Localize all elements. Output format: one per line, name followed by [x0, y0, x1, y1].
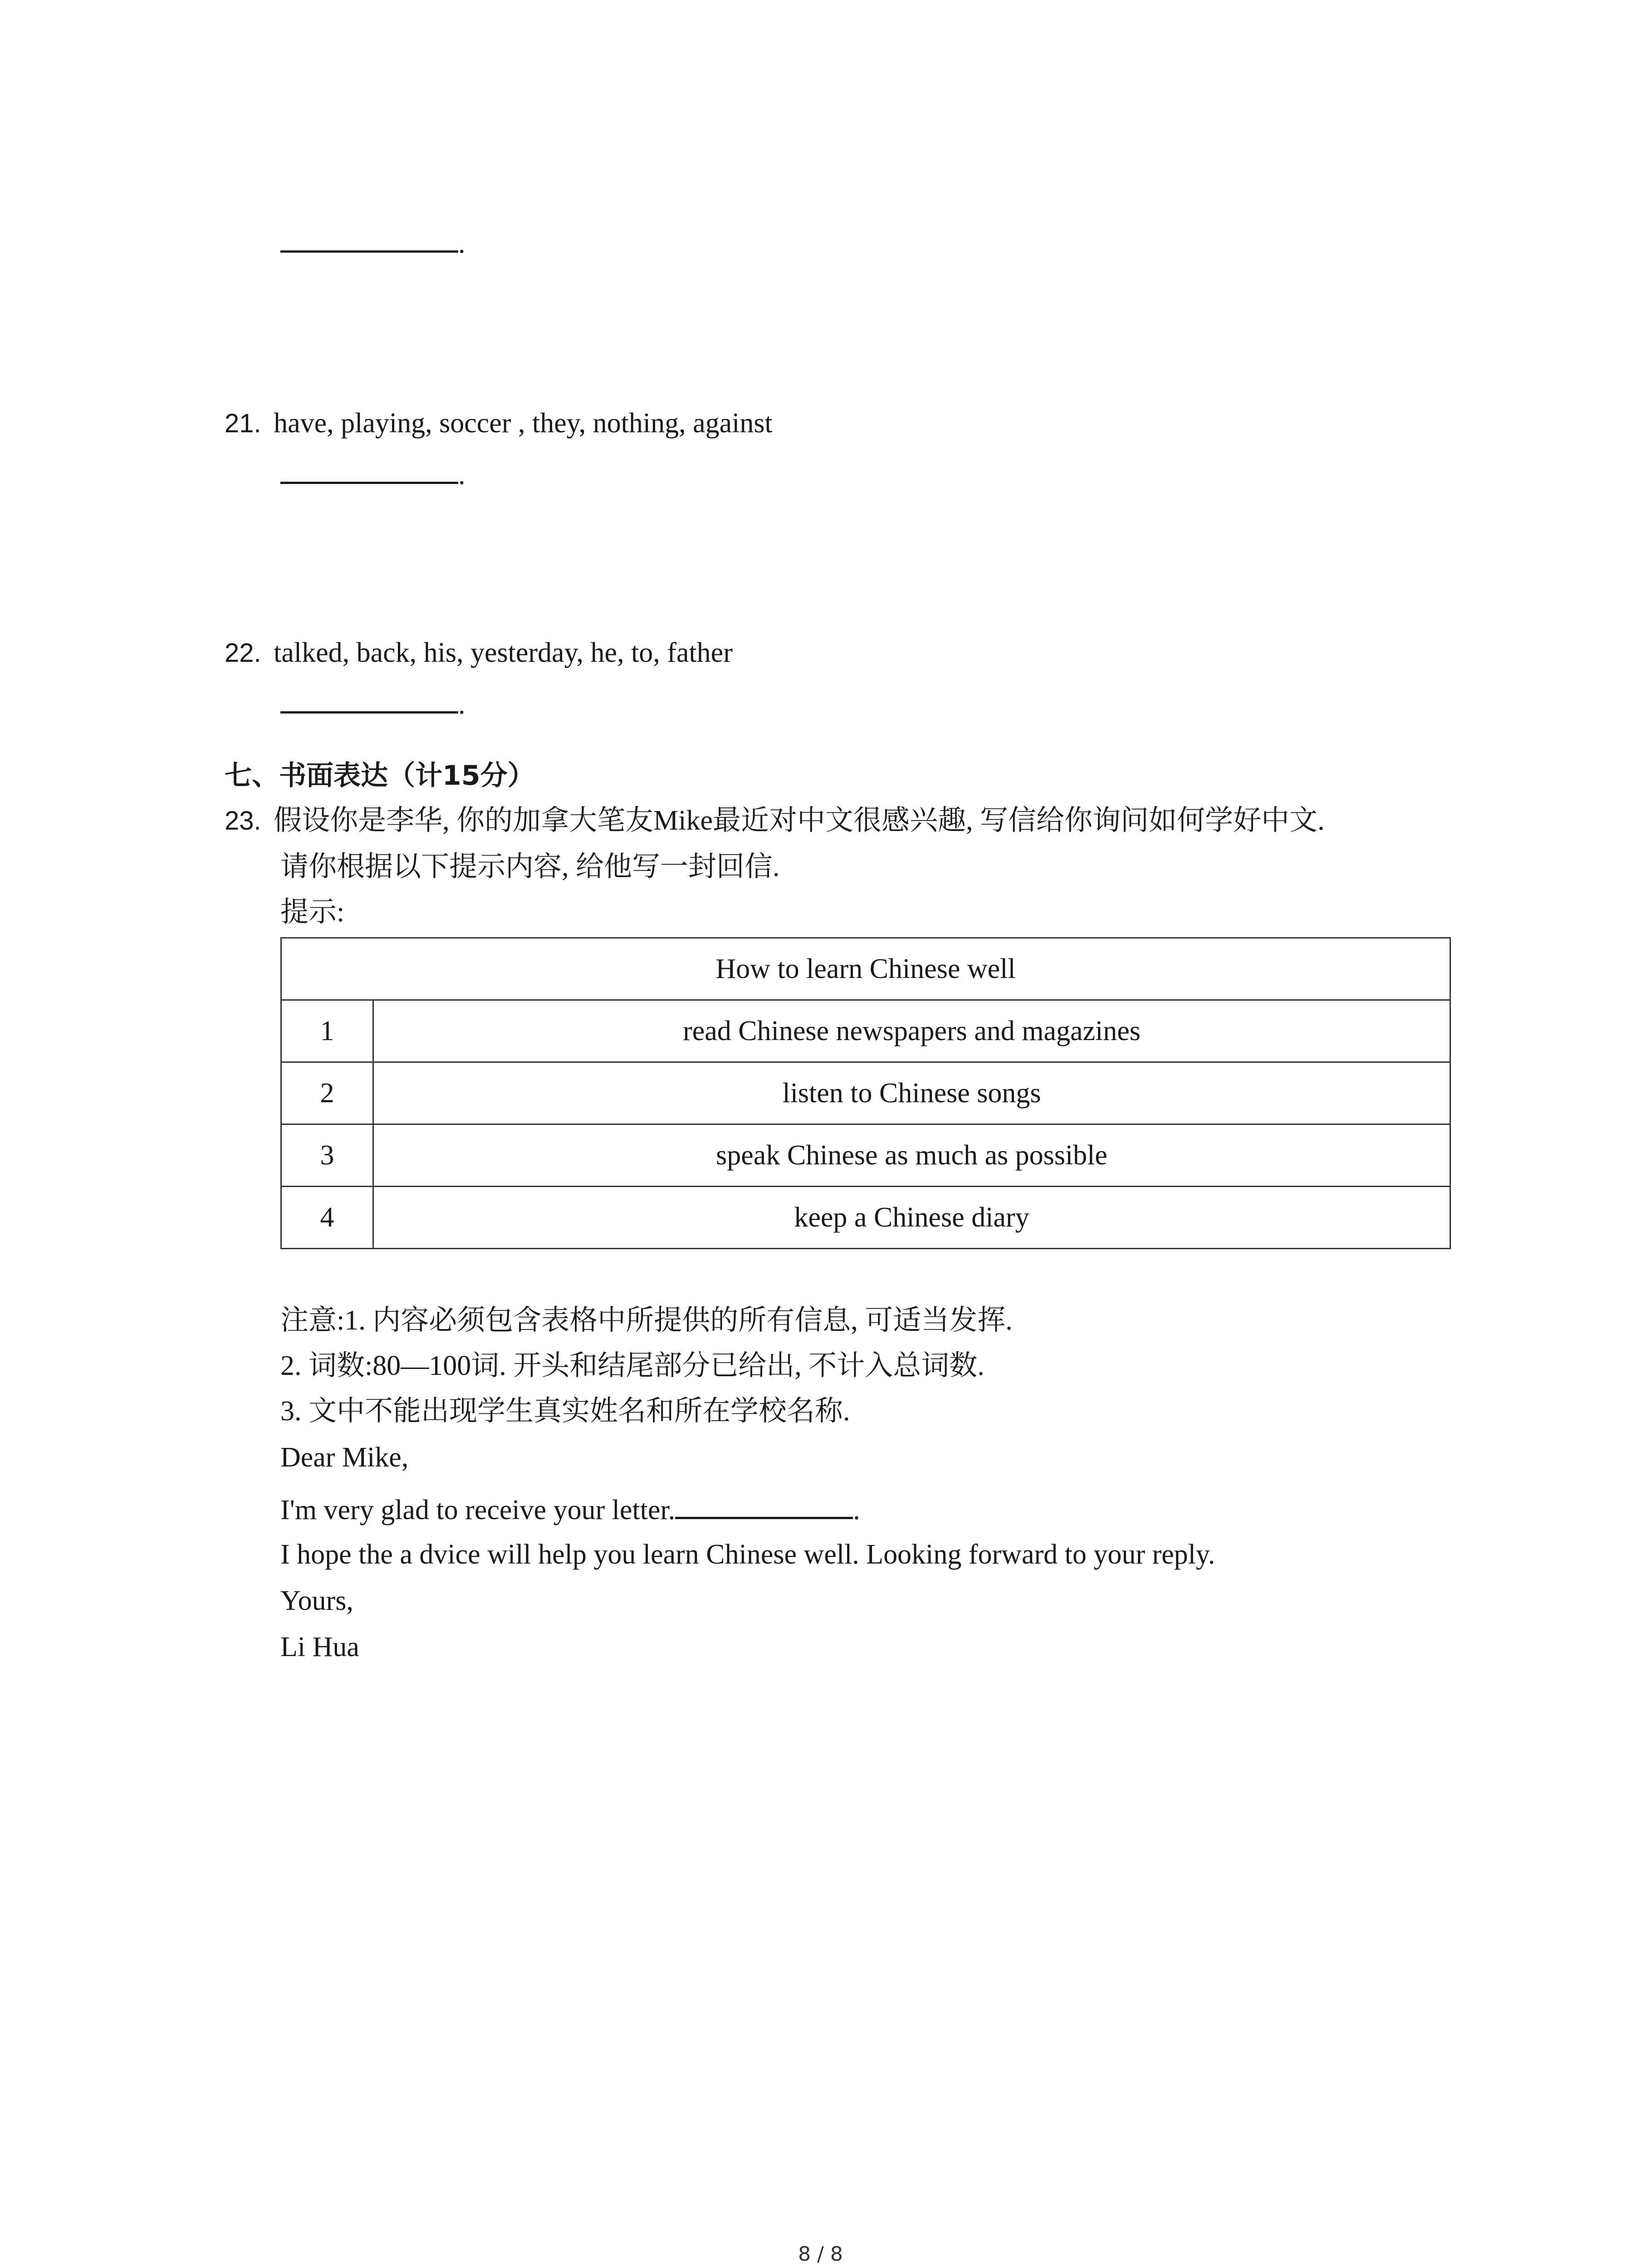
- q21-answer-blank[interactable]: [280, 458, 458, 484]
- hint-table: [280, 937, 1451, 1249]
- q23-prompt: [225, 807, 1325, 835]
- letter-opening-line: I'm very glad to receive your letter. .: [280, 1493, 860, 1524]
- q22-words: talked, back, his, yesterday, he, to, father: [274, 637, 733, 668]
- row-text: keep a Chinese diary: [373, 1187, 1450, 1249]
- table-row: [281, 1187, 1450, 1249]
- q21-answer-line: .: [280, 458, 465, 489]
- q20-answer-blank[interactable]: [280, 227, 458, 253]
- q23-prompt-line2: 请你根据以下提示内容, 给他写一封回信.: [280, 851, 780, 882]
- q21-number: 21.: [225, 409, 261, 438]
- row-text: speak Chinese as much as possible: [373, 1124, 1450, 1187]
- q23-hint-label: 提示:: [280, 897, 345, 928]
- table-row: [281, 1124, 1450, 1187]
- letter-signoff: Yours,: [280, 1585, 353, 1616]
- row-index: 2: [281, 1062, 373, 1124]
- hint-table-header: How to learn Chinese well: [281, 938, 1450, 1000]
- row-index: 3: [281, 1124, 373, 1187]
- letter-opening: I'm very glad to receive your letter.: [280, 1495, 676, 1525]
- q23-prompt-line1: 假设你是李华, 你的加拿大笔友Mike最近对中文很感兴趣, 写信给你询问如何学好中文.: [274, 805, 1325, 836]
- row-index: 1: [281, 1000, 373, 1062]
- row-text: listen to Chinese songs: [373, 1062, 1450, 1124]
- q22-answer-line: .: [280, 688, 465, 719]
- page-number: 8 / 8: [798, 2243, 843, 2266]
- q22-answer-blank[interactable]: [280, 688, 458, 714]
- note-3: 3. 文中不能出现学生真实姓名和所在学校名称.: [280, 1396, 850, 1427]
- q21-words: have, playing, soccer , they, nothing, against: [274, 408, 773, 439]
- q21-question: [225, 409, 773, 437]
- table-row: [281, 1000, 1450, 1062]
- letter-name: Li Hua: [280, 1632, 359, 1662]
- section-title: 七、书面表达（计15分）: [225, 760, 535, 792]
- letter-body-blank[interactable]: [675, 1493, 853, 1519]
- hint-table-header-row: [281, 938, 1450, 1000]
- q22-number: 22.: [225, 638, 261, 668]
- note-1: 注意:1. 内容必须包含表格中所提供的所有信息, 可适当发挥.: [280, 1305, 1013, 1336]
- table-row: [281, 1062, 1450, 1124]
- letter-greeting: Dear Mike,: [280, 1442, 409, 1473]
- q22-question: [225, 639, 733, 667]
- row-text: read Chinese newspapers and magazines: [373, 1000, 1450, 1062]
- letter-closing-line: I hope the a dvice will help you learn Chinese well. Looking forward to your reply.: [280, 1539, 1215, 1570]
- note-2: 2. 词数:80—100词. 开头和结尾部分已给出, 不计入总词数.: [280, 1350, 985, 1381]
- row-index: 4: [281, 1187, 373, 1249]
- q23-number: 23.: [225, 806, 261, 836]
- q20-answer-line: .: [280, 227, 465, 258]
